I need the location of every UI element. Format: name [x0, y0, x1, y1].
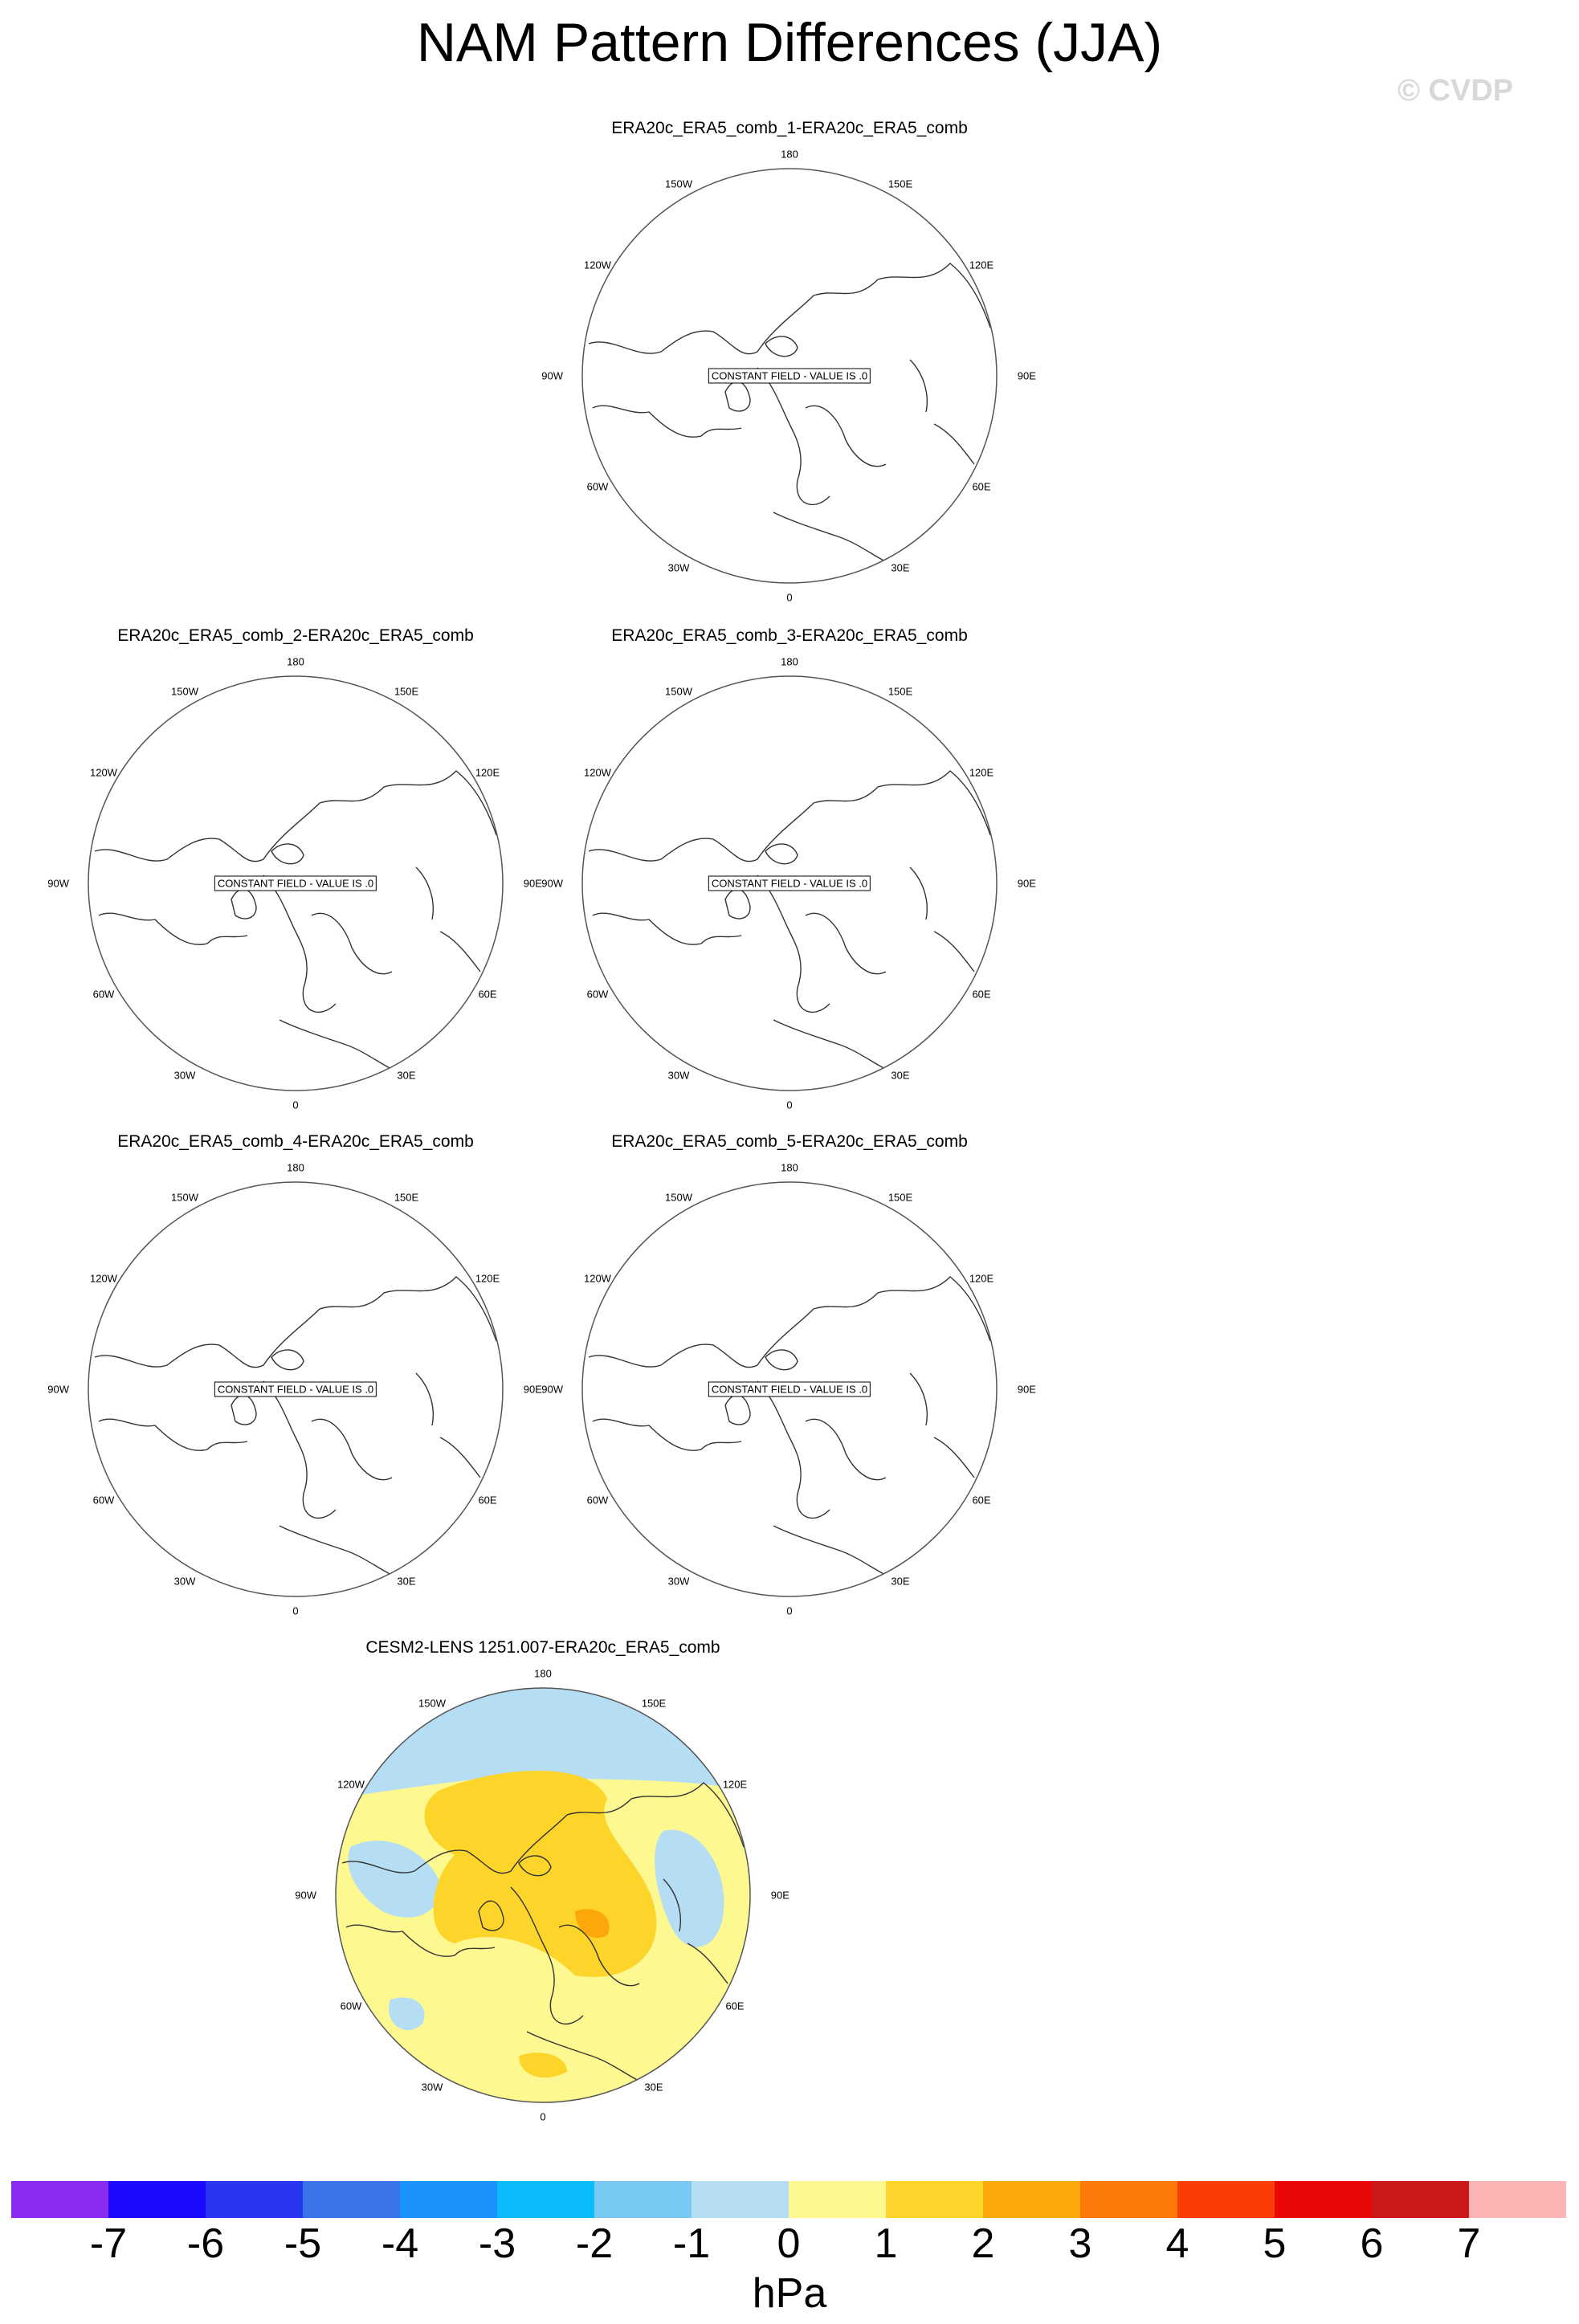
lon-label: 120W	[583, 766, 611, 779]
colorbar-units: hPa	[752, 2270, 827, 2317]
colorbar-swatch	[497, 2181, 594, 2218]
coastline	[312, 1419, 392, 1479]
lon-label: 0	[540, 2110, 546, 2123]
lon-label: 90E	[523, 1383, 542, 1396]
lon-label: 0	[292, 1099, 299, 1111]
colorbar-tick-label: 1	[874, 2220, 898, 2267]
constant-field-label: CONSTANT FIELD - VALUE IS .0	[708, 1382, 871, 1397]
coastline	[773, 1526, 902, 1582]
colorbar-tick-label: 7	[1457, 2220, 1481, 2267]
colorbar-tick-label: 6	[1360, 2220, 1384, 2267]
panel-title: ERA20c_ERA5_comb_3-ERA20c_ERA5_comb	[611, 626, 968, 645]
lon-label: 90E	[1017, 877, 1036, 890]
colorbar-swatch	[594, 2181, 692, 2218]
lon-label: 60W	[92, 1494, 115, 1507]
coastline	[263, 875, 336, 1012]
lon-label: 150W	[418, 1697, 446, 1710]
lon-label: 60E	[972, 480, 991, 493]
coastline	[99, 1419, 247, 1450]
lon-label: 30E	[397, 1069, 416, 1082]
map-panel-4	[47, 1132, 545, 1646]
lon-label: 180	[781, 1161, 798, 1174]
lon-label: 180	[781, 148, 798, 161]
lon-label: 150W	[171, 685, 198, 698]
lon-label: 120E	[969, 766, 994, 779]
colorbar-swatch	[400, 2181, 497, 2218]
coastline	[279, 1020, 408, 1076]
map-panel-5	[541, 1132, 1038, 1646]
coastline	[95, 1277, 496, 1368]
lon-label: 150E	[394, 1191, 419, 1204]
lon-label: 90W	[541, 369, 564, 382]
lon-label: 30E	[891, 1575, 910, 1588]
colorbar	[11, 2181, 1566, 2218]
lon-label: 90E	[770, 1889, 790, 1902]
lon-label: 0	[292, 1604, 299, 1617]
colorbar-tick-label: -4	[381, 2220, 419, 2267]
coastline	[440, 932, 480, 972]
lon-label: 30W	[667, 561, 690, 574]
map-panel-2	[47, 626, 545, 1140]
lon-label: 120E	[475, 1272, 500, 1285]
coastline	[757, 368, 830, 504]
lon-label: 90E	[523, 877, 542, 890]
coastline	[593, 406, 741, 437]
coastline	[934, 424, 974, 464]
lon-label: 90W	[541, 1383, 564, 1396]
colorbar-swatch	[1177, 2181, 1275, 2218]
colorbar-tick-label: -6	[186, 2220, 225, 2267]
lon-label: 120W	[583, 1272, 611, 1285]
lon-label: 120W	[89, 1272, 117, 1285]
lon-label: 150W	[171, 1191, 198, 1204]
lon-label: 180	[287, 655, 304, 668]
coastline	[757, 1381, 830, 1518]
lon-label: 30W	[667, 1069, 690, 1082]
lon-label: 150E	[887, 685, 913, 698]
coastline	[271, 844, 304, 864]
lon-label: 120E	[475, 766, 500, 779]
lon-label: 150W	[665, 1191, 692, 1204]
coastline	[95, 771, 496, 862]
panel-title: ERA20c_ERA5_comb_2-ERA20c_ERA5_comb	[117, 626, 474, 645]
lon-label: 120E	[969, 1272, 994, 1285]
polar-map	[294, 1638, 792, 2152]
panel-title: ERA20c_ERA5_comb_4-ERA20c_ERA5_comb	[117, 1132, 474, 1151]
colorbar-swatch	[692, 2181, 789, 2218]
map-panel-6	[294, 1638, 792, 2152]
coastline	[593, 913, 741, 944]
coastline	[806, 913, 886, 973]
colorbar-swatch	[206, 2181, 303, 2218]
lon-label: 30W	[173, 1069, 196, 1082]
lon-label: 0	[786, 1604, 793, 1617]
lon-label: 60W	[586, 988, 609, 1001]
lon-label: 60W	[586, 480, 609, 493]
coastline	[725, 889, 750, 919]
coastline	[99, 913, 247, 944]
map-panel-3	[541, 626, 1038, 1140]
coastline	[589, 1277, 990, 1368]
lon-label: 150E	[394, 685, 419, 698]
lon-label: 180	[287, 1161, 304, 1174]
lon-label: 30W	[173, 1575, 196, 1588]
colorbar-tick-label: -7	[89, 2220, 128, 2267]
lon-label: 0	[786, 1099, 793, 1111]
coastline	[263, 1381, 336, 1518]
lon-label: 90W	[295, 1889, 317, 1902]
colorbar-tick-label: -3	[478, 2220, 516, 2267]
coastline	[910, 1373, 927, 1425]
colorbar-swatch	[1275, 2181, 1372, 2218]
coastline	[440, 1437, 480, 1478]
colorbar-swatch	[789, 2181, 886, 2218]
colorbar-tick-label: -5	[284, 2220, 322, 2267]
coastline	[773, 512, 902, 569]
coastline	[725, 381, 750, 411]
lon-label: 60W	[92, 988, 115, 1001]
lon-label: 90W	[47, 1383, 70, 1396]
lon-label: 150W	[665, 177, 692, 190]
colorbar-tick-label: 0	[777, 2220, 801, 2267]
coastline	[806, 406, 886, 466]
colorbar-swatch	[1372, 2181, 1469, 2218]
coastline	[910, 867, 927, 919]
coastline	[934, 932, 974, 972]
lon-label: 180	[781, 655, 798, 668]
coastline	[416, 867, 433, 919]
coastline	[765, 1350, 798, 1370]
coastline	[589, 263, 990, 354]
lon-label: 120W	[583, 259, 611, 271]
lon-label: 150E	[887, 177, 913, 190]
lon-label: 180	[534, 1667, 552, 1680]
constant-field-label: CONSTANT FIELD - VALUE IS .0	[708, 876, 871, 891]
constant-field-label: CONSTANT FIELD - VALUE IS .0	[214, 1382, 377, 1397]
colorbar-tick-label: 5	[1263, 2220, 1287, 2267]
coastline	[765, 844, 798, 864]
colorbar-swatch	[108, 2181, 206, 2218]
constant-field-label: CONSTANT FIELD - VALUE IS .0	[708, 369, 871, 384]
constant-field-label: CONSTANT FIELD - VALUE IS .0	[214, 876, 377, 891]
lon-label: 90E	[1017, 1383, 1036, 1396]
lon-label: 60W	[340, 2000, 362, 2012]
coastline	[593, 1419, 741, 1450]
cvdp-watermark: © CVDP	[1397, 74, 1514, 108]
coastline	[231, 889, 256, 919]
lon-label: 60E	[478, 988, 497, 1001]
lon-label: 30W	[421, 2081, 443, 2094]
panel-title: CESM2-LENS 1251.007-ERA20c_ERA5_comb	[365, 1638, 720, 1657]
lon-label: 30W	[667, 1575, 690, 1588]
lon-label: 60E	[972, 1494, 991, 1507]
coastline	[271, 1350, 304, 1370]
lon-label: 60E	[725, 2000, 745, 2012]
coastline	[934, 1437, 974, 1478]
lon-label: 150E	[887, 1191, 913, 1204]
lon-label: 30E	[891, 561, 910, 574]
lon-label: 60W	[586, 1494, 609, 1507]
figure-title: NAM Pattern Differences (JJA)	[416, 12, 1163, 73]
map-panel-1	[541, 119, 1038, 633]
lon-label: 60E	[972, 988, 991, 1001]
coastline	[416, 1373, 433, 1425]
panel-title: ERA20c_ERA5_comb_5-ERA20c_ERA5_comb	[611, 1132, 968, 1151]
lon-label: 120E	[722, 1778, 748, 1791]
coastline	[757, 875, 830, 1012]
coastline	[773, 1020, 902, 1076]
coastline	[806, 1419, 886, 1479]
coastline	[312, 913, 392, 973]
lon-label: 120E	[969, 259, 994, 271]
field-neg-top	[336, 1688, 750, 1735]
coastline	[765, 336, 798, 357]
colorbar-swatch	[11, 2181, 108, 2218]
panel-title: ERA20c_ERA5_comb_1-ERA20c_ERA5_comb	[611, 119, 968, 137]
colorbar-tick-label: -1	[672, 2220, 711, 2267]
lon-label: 120W	[89, 766, 117, 779]
lon-label: 90W	[47, 877, 70, 890]
colorbar-tick-label: -2	[575, 2220, 614, 2267]
lon-label: 0	[786, 591, 793, 604]
lon-label: 60E	[478, 1494, 497, 1507]
colorbar-swatch	[983, 2181, 1080, 2218]
lon-label: 30E	[644, 2081, 663, 2094]
lon-label: 90W	[541, 877, 564, 890]
lon-label: 150E	[641, 1697, 667, 1710]
colorbar-tick-label: 3	[1068, 2220, 1092, 2267]
coastline	[910, 360, 927, 412]
colorbar-tick-label: 2	[971, 2220, 995, 2267]
coastline	[589, 771, 990, 862]
colorbar-swatch	[303, 2181, 400, 2218]
coastline	[725, 1395, 750, 1425]
coastline	[279, 1526, 408, 1582]
colorbar-tick-label: 4	[1165, 2220, 1189, 2267]
colorbar-swatch	[886, 2181, 983, 2218]
colorbar-swatch	[1080, 2181, 1177, 2218]
lon-label: 90E	[1017, 369, 1036, 382]
coastline	[231, 1395, 256, 1425]
lon-label: 30E	[891, 1069, 910, 1082]
lon-label: 30E	[397, 1575, 416, 1588]
lon-label: 150W	[665, 685, 692, 698]
colorbar-swatch	[1469, 2181, 1566, 2218]
lon-label: 120W	[337, 1778, 365, 1791]
